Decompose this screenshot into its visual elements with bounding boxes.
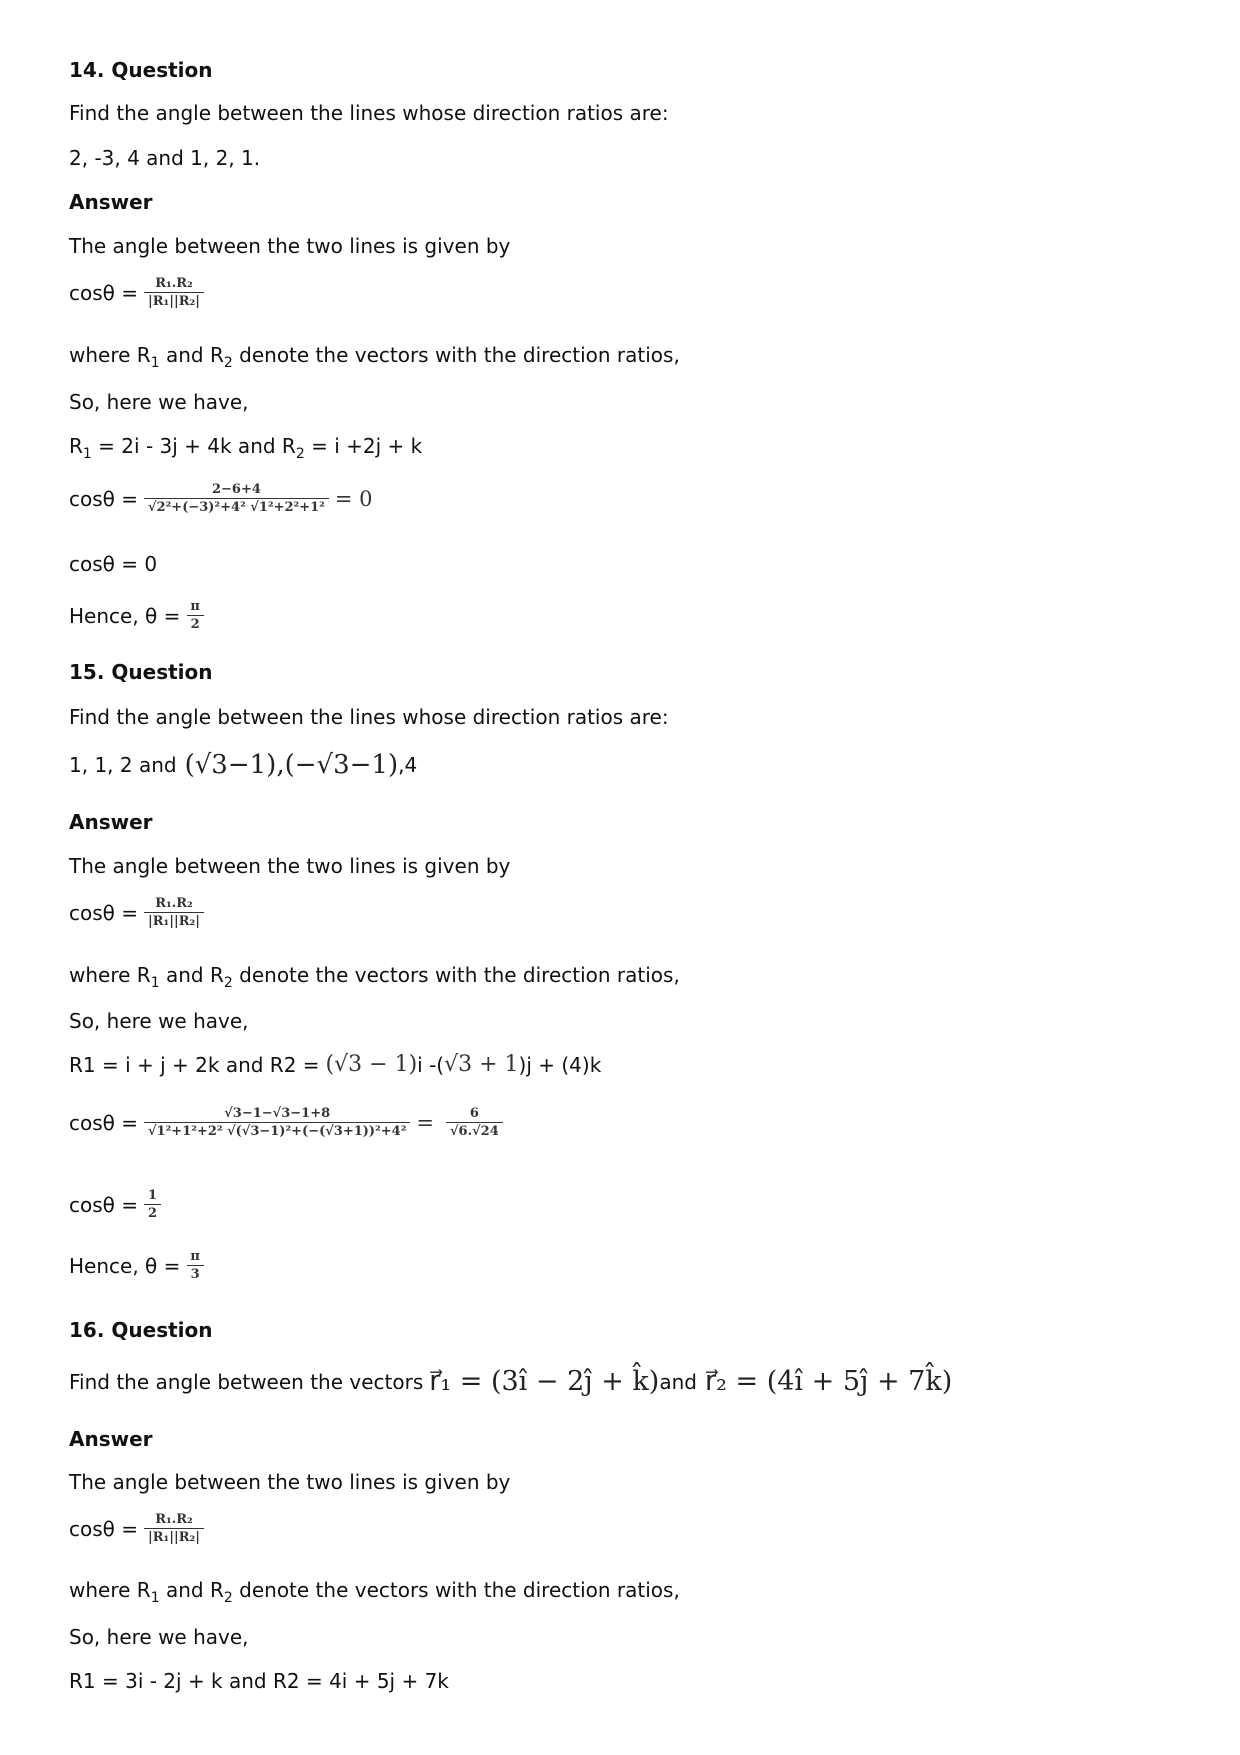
q14-vectors	[69, 434, 423, 462]
q16-where-c: denote the vectors with the direction ratios,	[232, 1578, 680, 1602]
q15-theta-fraction	[186, 1249, 204, 1282]
q16-answer-label: Answer	[69, 1427, 153, 1451]
q15-calc-rhs-fraction	[446, 1106, 503, 1139]
q16-heading: 16. Question	[69, 1318, 213, 1342]
q14-cos-result: cosθ = 0	[69, 552, 158, 576]
q15-cos-result	[69, 1188, 161, 1221]
q14-ratios: 2, -3, 4 and 1, 2, 1.	[69, 146, 261, 170]
q15-cos-fraction	[144, 1188, 161, 1221]
q14-vec-a: R	[69, 434, 83, 458]
q15-calc-eq: =	[416, 1110, 435, 1135]
q14-cos-lhs: cosθ =	[69, 280, 139, 305]
q15-where	[69, 963, 680, 991]
q15-ratios-math: (√3−1),(−√3−1)	[184, 750, 399, 780]
q14-prompt: Find the angle between the lines whose direction ratios are:	[69, 101, 669, 125]
q15-calc-num: √3−1−√3−1+8	[224, 1106, 331, 1121]
q15-cos-formula	[69, 896, 204, 929]
q16-cos-formula	[69, 1512, 204, 1545]
q14-intro: The angle between the two lines is given by	[69, 234, 511, 258]
q15-cos-lhs2: cosθ =	[69, 1192, 139, 1217]
q15-calc-den: √1²+1²+2² √(√3−1)²+(−(√3+1))²+4²	[144, 1122, 410, 1139]
q16-formula-num: R₁.R₂	[155, 1512, 193, 1527]
q14-hence-text: Hence, θ =	[69, 603, 181, 628]
q15-vec-m2: √3 + 1	[444, 1052, 519, 1077]
q15-vec-m1: (√3 − 1)	[325, 1052, 418, 1077]
q14-calc-den: √2²+(−3)²+4² √1²+2²+1²	[144, 498, 329, 515]
q15-calc-fraction	[144, 1106, 410, 1139]
q15-where-a: where R	[69, 963, 151, 987]
q14-vec-b: = 2i - 3j + 4k and R	[91, 434, 296, 458]
q15-formula-num: R₁.R₂	[155, 896, 193, 911]
q15-ratios-suffix: ,4	[398, 753, 418, 777]
q14-so: So, here we have,	[69, 390, 249, 414]
q15-where-b: and R	[159, 963, 224, 987]
q15-intro: The angle between the two lines is given by	[69, 854, 511, 878]
q15-calc-rhs-num: 6	[469, 1106, 479, 1121]
q14-calc-rhs: = 0	[334, 486, 373, 511]
q14-calc-num: 2−6+4	[211, 482, 261, 497]
q14-where-b: and R	[159, 343, 224, 367]
q16-where-b: and R	[159, 1578, 224, 1602]
q15-theta-num: π	[190, 1249, 200, 1264]
q14-where-a: where R	[69, 343, 151, 367]
q15-sub2: 2	[223, 975, 233, 991]
q15-so: So, here we have,	[69, 1009, 249, 1033]
q14-calc-lhs: cosθ =	[69, 486, 139, 511]
q15-calc	[69, 1106, 503, 1139]
q14-formula-den: |R₁||R₂|	[144, 292, 204, 309]
q14-hence	[69, 599, 204, 632]
q15-prompt: Find the angle between the lines whose direction ratios are:	[69, 705, 669, 729]
q15-vectors	[69, 1053, 601, 1077]
q15-hence-text: Hence, θ =	[69, 1253, 181, 1278]
q14-calc-fraction	[144, 482, 329, 515]
q15-ratios	[69, 750, 418, 780]
q16-vectors: R1 = 3i - 2j + k and R2 = 4i + 5j + 7k	[69, 1669, 449, 1693]
q14-formula-fraction	[144, 276, 204, 309]
q15-formula-fraction	[144, 896, 204, 929]
q15-vec-mid: i -(	[417, 1053, 445, 1077]
q16-formula-fraction	[144, 1512, 204, 1545]
q15-formula-den: |R₁||R₂|	[144, 912, 204, 929]
q16-where	[69, 1578, 680, 1606]
q15-vec-prefix: R1 = i + j + 2k and R2 =	[69, 1053, 320, 1077]
q14-theta-fraction	[186, 599, 204, 632]
q14-sub1: 1	[150, 355, 160, 371]
q14-sub2: 2	[223, 355, 233, 371]
q16-so: So, here we have,	[69, 1625, 249, 1649]
q15-ratios-prefix: 1, 1, 2 and	[69, 753, 177, 777]
q16-vec1: r⃗₁ = (3î − 2ĵ + k̂)	[429, 1366, 660, 1397]
q15-sub1: 1	[150, 975, 160, 991]
q15-hence	[69, 1249, 204, 1282]
q14-where	[69, 343, 680, 371]
q14-formula-num: R₁.R₂	[155, 276, 193, 291]
q16-vec2: r⃗₂ = (4î + 5ĵ + 7k̂)	[704, 1366, 953, 1397]
q14-theta-den: 2	[187, 615, 204, 632]
q14-vec-sub1: 1	[82, 446, 92, 462]
q14-where-c: denote the vectors with the direction ratios,	[232, 343, 680, 367]
q15-cos-lhs: cosθ =	[69, 900, 139, 925]
q15-theta-den: 3	[187, 1265, 204, 1282]
q14-cos-formula	[69, 276, 204, 309]
q15-answer-label: Answer	[69, 810, 153, 834]
q15-calc-rhs-den: √6.√24	[446, 1122, 503, 1139]
q16-sub1: 1	[150, 1590, 160, 1606]
q14-theta-num: π	[190, 599, 200, 614]
q15-vec-suffix: )j + (4)k	[518, 1053, 602, 1077]
q16-where-a: where R	[69, 1578, 151, 1602]
q16-prompt	[69, 1366, 953, 1397]
q15-calc-lhs: cosθ =	[69, 1110, 139, 1135]
q14-answer-label: Answer	[69, 190, 153, 214]
q14-vec-c: = i +2j + k	[304, 434, 423, 458]
q16-and: and	[659, 1370, 697, 1394]
q14-calc	[69, 482, 378, 515]
q16-formula-den: |R₁||R₂|	[144, 1528, 204, 1545]
q16-sub2: 2	[223, 1590, 233, 1606]
q15-where-c: denote the vectors with the direction ratios,	[232, 963, 680, 987]
q14-heading: 14. Question	[69, 58, 213, 82]
q16-intro: The angle between the two lines is given by	[69, 1470, 511, 1494]
q16-cos-lhs: cosθ =	[69, 1516, 139, 1541]
q15-cos-den: 2	[144, 1204, 161, 1221]
q15-cos-num: 1	[148, 1188, 158, 1203]
q16-prompt-prefix: Find the angle between the vectors	[69, 1370, 424, 1394]
q15-heading: 15. Question	[69, 660, 213, 684]
q14-vec-sub2: 2	[295, 446, 305, 462]
